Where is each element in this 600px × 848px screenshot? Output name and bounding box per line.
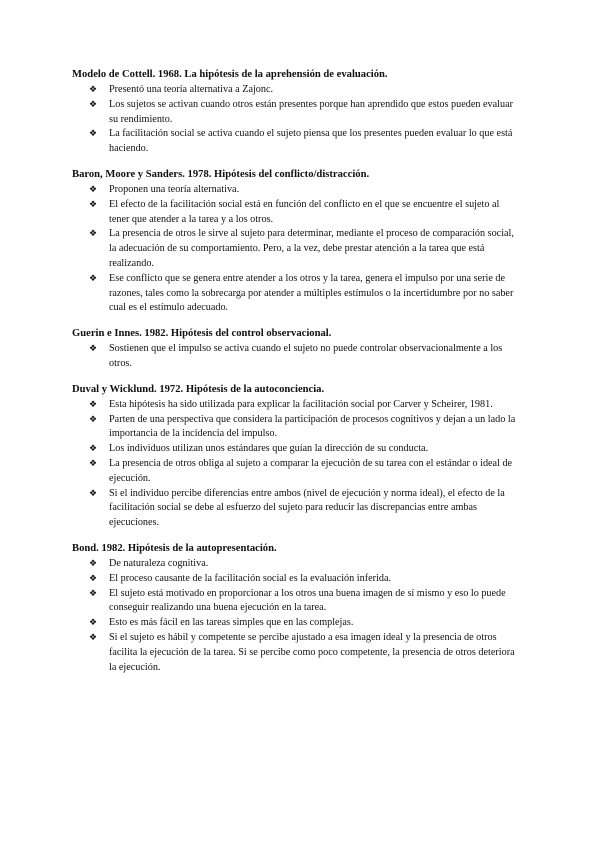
diamond-bullet-icon: ❖ [89,588,98,599]
list-item-text: Si el sujeto es hábil y competente se percibe ajustado a esa imagen ideal y la presencia de otros facilita la ejecución de la tarea. Si se percibe como poco competente, la presencia de otros deteriora la ejecución. [109,631,515,673]
diamond-bullet-icon: ❖ [89,488,98,499]
diamond-bullet-icon: ❖ [89,558,98,569]
list-item-text: La presencia de otros le sirve al sujeto para determinar, mediante el proceso de comparación social, la adecuación de su comportamiento. Pero, a la vez, debe prestar atención a la tarea que está realizando. [109,228,514,269]
list-item-text: El efecto de la facilitación social está en función del conflicto en el que se encuentre el sujeto al tener que atender a la tarea y a los otros. [109,198,500,225]
list-item [72,487,518,531]
section [72,383,518,531]
document-body [72,68,518,686]
list-item [72,342,518,372]
list-item [72,557,518,572]
bullet-list [72,83,518,157]
list-item-text: La facilitación social se activa cuando el sujeto piensa que los presentes pueden evaluar lo que está haciendo. [109,128,513,155]
list-item [72,183,518,198]
list-item-text: Esta hipótesis ha sido utilizada para explicar la facilitación social por Carver y Scheirer, 1981. [109,398,493,410]
list-item [72,631,518,675]
diamond-bullet-icon: ❖ [89,229,98,240]
list-item [72,616,518,631]
bullet-list [72,398,518,531]
list-item [72,398,518,413]
diamond-bullet-icon: ❖ [89,458,98,469]
list-item-text: Los individuos utilizan unos estándares que guían la dirección de su conducta. [109,443,429,455]
list-item-text: El proceso causante de la facilitación social es la evaluación inferida. [109,572,392,584]
list-item [72,572,518,587]
list-item [72,442,518,457]
list-item [72,457,518,487]
diamond-bullet-icon: ❖ [89,399,98,410]
list-item [72,198,518,228]
diamond-bullet-icon: ❖ [89,85,98,95]
diamond-bullet-icon: ❖ [89,618,98,629]
list-item-text: Presentó una teoría alternativa a Zajonc. [109,84,274,95]
list-item-text: El sujeto está motivado en proporcionar a los otros una buena imagen de sí mismo y eso lo puede conseguir realizando una buena ejecución en la tarea. [109,587,506,614]
list-item-text: De naturaleza cognitiva. [109,557,209,569]
section-heading: Modelo de Cottell. 1968. La hipótesis de la aprehensión de evaluación. [72,69,388,80]
list-item [72,587,518,617]
diamond-bullet-icon: ❖ [89,414,98,425]
list-item-text: Los sujetos se activan cuando otros están presentes porque han aprendido que estos pueden evaluar su rendimiento. [109,98,513,125]
list-item [72,83,518,98]
diamond-bullet-icon: ❖ [89,273,98,284]
list-item [72,413,518,443]
section [72,68,518,157]
diamond-bullet-icon: ❖ [89,632,98,643]
list-item [72,98,518,128]
section-heading: Duval y Wicklund. 1972. Hipótesis de la autoconciencia. [72,383,325,395]
list-item [72,272,518,316]
bullet-list [72,557,518,675]
section [72,327,518,372]
list-item [72,227,518,271]
list-item [72,127,518,157]
list-item-text: Si el individuo percibe diferencias entre ambos (nivel de ejecución y norma ideal), el efecto de la facilitación social se debe al esfuerzo del sujeto para reducir las discrepancias entre ambas ejecuciones. [109,487,505,529]
diamond-bullet-icon: ❖ [89,444,98,455]
bullet-list [72,183,518,316]
bullet-list [72,342,518,372]
list-item-text: Ese conflicto que se genera entre atender a los otros y la tarea, genera el impulso por una serie de razones, tales como la sobrecarga por atender a múltiples estímulos o la incertidumbre por no saber cual es el estímulo adecuado. [109,272,514,314]
diamond-bullet-icon: ❖ [89,184,98,195]
diamond-bullet-icon: ❖ [89,129,98,140]
diamond-bullet-icon: ❖ [89,199,98,210]
list-item-text: Parten de una perspectiva que considera la participación de procesos cognitivos y dejan a un lado la importancia de la incidencia del impulso. [109,413,516,440]
section-heading: Baron, Moore y Sanders. 1978. Hipótesis del conflicto/distracción. [72,168,370,180]
diamond-bullet-icon: ❖ [89,573,98,584]
list-item-text: La presencia de otros obliga al sujeto a comparar la ejecución de su tarea con el estándar o ideal de ejecución. [109,457,513,484]
section [72,168,518,316]
list-item-text: Esto es más fácil en las tareas simples que en las complejas. [109,617,354,629]
section-heading: Guerin e Innes. 1982. Hipótesis del control observacional. [72,328,332,340]
diamond-bullet-icon: ❖ [89,99,98,110]
section [72,542,518,675]
list-item-text: Sostienen que el impulso se activa cuando el sujeto no puede controlar observacionalmente a los otros. [109,343,503,369]
list-item-text: Proponen una teoría alternativa. [109,183,240,195]
diamond-bullet-icon: ❖ [89,344,98,355]
section-heading: Bond. 1982. Hipótesis de la autopresentación. [72,542,277,554]
